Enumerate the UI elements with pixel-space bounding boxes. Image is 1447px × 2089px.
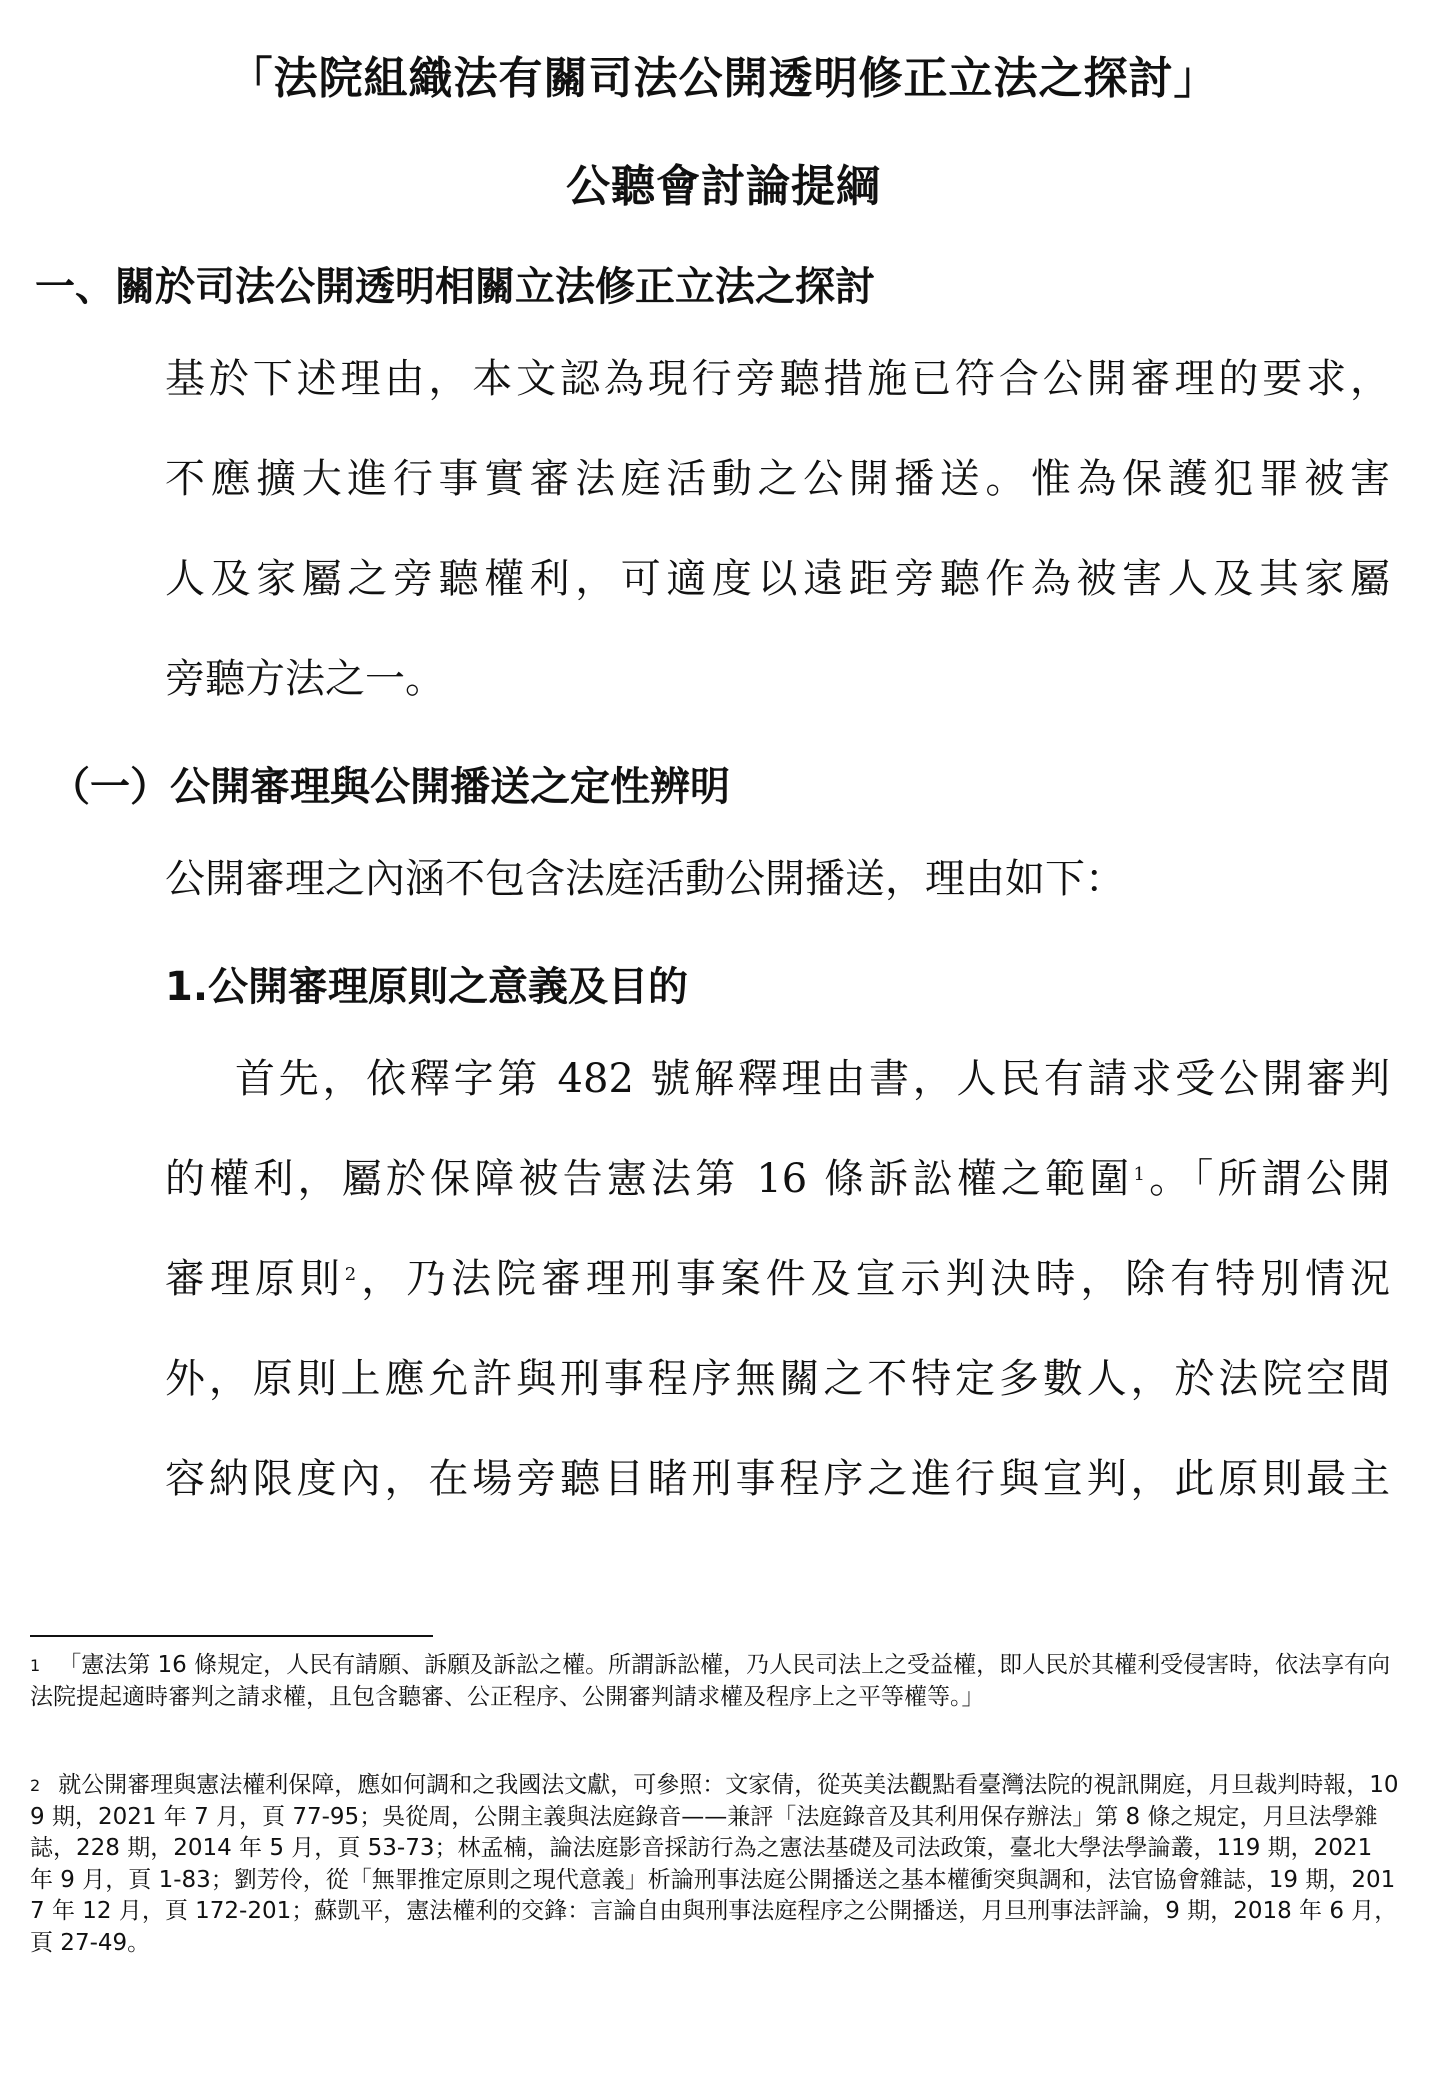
footnote-number: 2 bbox=[30, 1776, 41, 1795]
intro-line: 人及家屬之旁聽權利，可適度以遠距旁聽作為被害人及其家屬 bbox=[165, 556, 1390, 602]
section-1-heading: 一、關於司法公開透明相關立法修正立法之探討 bbox=[35, 264, 875, 310]
body-line: 首先，依釋字第 482 號解釋理由書，人民有請求受公開審判 bbox=[235, 1056, 1390, 1102]
footnote-divider bbox=[30, 1635, 433, 1637]
item-1-heading: 1.公開審理原則之意義及目的 bbox=[165, 964, 689, 1010]
body-text: 。「所謂公開 bbox=[1144, 1156, 1391, 1202]
footnote-1 bbox=[30, 1650, 1400, 1713]
footnote-2 bbox=[30, 1770, 1400, 1959]
body-line: 容納限度內，在場旁聽目睹刑事程序之進行與宣判，此原則最主 bbox=[165, 1456, 1390, 1502]
body-line: 外，原則上應允許與刑事程序無關之不特定多數人，於法院空間 bbox=[165, 1356, 1390, 1402]
body-line bbox=[165, 1255, 1390, 1303]
footnote-ref-1[interactable]: 1 bbox=[1133, 1164, 1145, 1185]
footnote-ref-2[interactable]: 2 bbox=[344, 1264, 357, 1285]
footnote-text: 就公開審理與憲法權利保障，應如何調和之我國法文獻，可參照：文家倩，從英美法觀點看臺灣法院的視訊開庭，月旦裁判時報，109 期，2021 年 7 月，頁 77-95；吳從周，公開主義與法庭錄音——兼評「法庭錄音及其利用保存辦法」第 8 條之規定，月旦法學雜誌，228 期，2014 年 5 月，頁 53-73；林孟楠，論法庭影音採訪行為之憲法基礎及司法政策，臺北大學法學論叢，119 期，2021 年 9 月，頁 1-83；劉芳伶，從「無罪推定原則之現代意義」析論刑事法庭公開播送之基本權衝突與調和，法官協會雜誌，19 期，2017 年 12 月，頁 172-201；蘇凱平，憲法權利的交鋒：言論自由與刑事法庭程序之公開播送，月旦刑事法評論，9 期，2018 年 6 月，頁 27-49。 bbox=[30, 1772, 1399, 1956]
document-subtitle: 公聽會討論提綱 bbox=[566, 161, 881, 212]
body-text: ，乃法院審理刑事案件及宣示判決時，除有特別情況 bbox=[356, 1256, 1391, 1302]
footnote-text: 「憲法第 16 條規定，人民有請願、訴願及訴訟之權。所謂訴訟權，乃人民司法上之受益權，即人民於其權利受侵害時，依法享有向法院提起適時審判之請求權，且包含聽審、公正程序、公開審判請求權及程序上之平等權等。」 bbox=[30, 1652, 1391, 1710]
intro-line: 不應擴大進行事實審法庭活動之公開播送。惟為保護犯罪被害 bbox=[165, 456, 1390, 502]
subsection-intro: 公開審理之內涵不包含法庭活動公開播送，理由如下： bbox=[165, 856, 1125, 902]
body-text: 的權利，屬於保障被告憲法第 16 條訴訟權之範圍 bbox=[165, 1156, 1134, 1202]
footnote-number: 1 bbox=[30, 1656, 41, 1675]
subsection-heading: （一）公開審理與公開播送之定性辨明 bbox=[50, 764, 730, 810]
intro-line: 旁聽方法之一。 bbox=[165, 656, 445, 702]
body-line bbox=[165, 1155, 1390, 1203]
body-text: 審理原則 bbox=[165, 1256, 345, 1302]
document-title: 「法院組織法有關司法公開透明修正立法之探討」 bbox=[228, 53, 1219, 104]
intro-line: 基於下述理由，本文認為現行旁聽措施已符合公開審理的要求， bbox=[165, 356, 1390, 402]
